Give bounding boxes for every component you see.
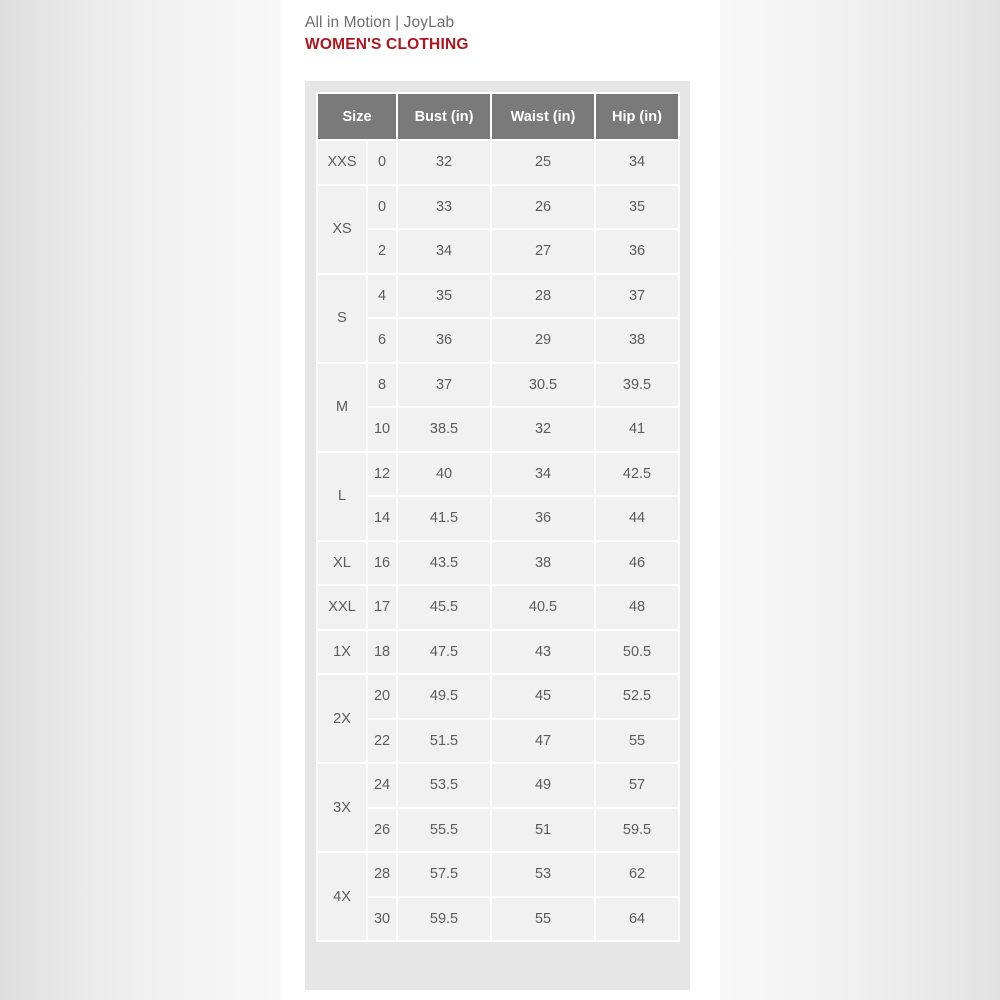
table-row [317, 585, 679, 630]
hip-cell: 46 [595, 541, 679, 586]
size-label-cell: 1X [317, 630, 367, 675]
hip-cell: 57 [595, 763, 679, 808]
waist-cell: 32 [491, 407, 595, 452]
numeric-size-cell: 8 [367, 363, 397, 408]
table-row [317, 363, 679, 408]
numeric-size-cell: 2 [367, 229, 397, 274]
size-chart-body [317, 140, 679, 941]
size-label-cell: S [317, 274, 367, 363]
waist-cell: 55 [491, 897, 595, 942]
header-waist: Waist (in) [491, 93, 595, 140]
header-hip: Hip (in) [595, 93, 679, 140]
waist-cell: 36 [491, 496, 595, 541]
table-row [317, 452, 679, 497]
numeric-size-cell: 10 [367, 407, 397, 452]
bust-cell: 57.5 [397, 852, 491, 897]
bust-cell: 37 [397, 363, 491, 408]
bust-cell: 41.5 [397, 496, 491, 541]
waist-cell: 28 [491, 274, 595, 319]
bust-cell: 55.5 [397, 808, 491, 853]
waist-cell: 30.5 [491, 363, 595, 408]
numeric-size-cell: 17 [367, 585, 397, 630]
numeric-size-cell: 20 [367, 674, 397, 719]
waist-cell: 51 [491, 808, 595, 853]
waist-cell: 43 [491, 630, 595, 675]
waist-cell: 29 [491, 318, 595, 363]
hip-cell: 38 [595, 318, 679, 363]
size-label-cell: XXS [317, 140, 367, 185]
waist-cell: 38 [491, 541, 595, 586]
table-row [317, 852, 679, 897]
bust-cell: 53.5 [397, 763, 491, 808]
hip-cell: 41 [595, 407, 679, 452]
hip-cell: 35 [595, 185, 679, 230]
waist-cell: 45 [491, 674, 595, 719]
hip-cell: 48 [595, 585, 679, 630]
waist-cell: 34 [491, 452, 595, 497]
bust-cell: 36 [397, 318, 491, 363]
size-chart-table [316, 92, 680, 942]
bust-cell: 34 [397, 229, 491, 274]
waist-cell: 26 [491, 185, 595, 230]
numeric-size-cell: 6 [367, 318, 397, 363]
bust-cell: 45.5 [397, 585, 491, 630]
table-row [317, 185, 679, 230]
numeric-size-cell: 30 [367, 897, 397, 942]
numeric-size-cell: 22 [367, 719, 397, 764]
table-row [317, 407, 679, 452]
table-row [317, 897, 679, 942]
numeric-size-cell: 26 [367, 808, 397, 853]
table-row [317, 274, 679, 319]
hip-cell: 44 [595, 496, 679, 541]
numeric-size-cell: 0 [367, 185, 397, 230]
size-label-cell: XXL [317, 585, 367, 630]
table-row [317, 763, 679, 808]
table-row [317, 318, 679, 363]
bust-cell: 33 [397, 185, 491, 230]
header-bust: Bust (in) [397, 93, 491, 140]
header-row [317, 93, 679, 140]
size-label-cell: L [317, 452, 367, 541]
hip-cell: 52.5 [595, 674, 679, 719]
waist-cell: 27 [491, 229, 595, 274]
table-row [317, 541, 679, 586]
numeric-size-cell: 16 [367, 541, 397, 586]
waist-cell: 49 [491, 763, 595, 808]
size-label-cell: 2X [317, 674, 367, 763]
bust-cell: 40 [397, 452, 491, 497]
table-row [317, 496, 679, 541]
bust-cell: 32 [397, 140, 491, 185]
size-label-cell: XS [317, 185, 367, 274]
table-row [317, 719, 679, 764]
waist-cell: 47 [491, 719, 595, 764]
bust-cell: 49.5 [397, 674, 491, 719]
section-title: WOMEN'S CLOTHING [305, 36, 469, 53]
hip-cell: 34 [595, 140, 679, 185]
numeric-size-cell: 24 [367, 763, 397, 808]
numeric-size-cell: 28 [367, 852, 397, 897]
table-row [317, 630, 679, 675]
size-label-cell: M [317, 363, 367, 452]
numeric-size-cell: 4 [367, 274, 397, 319]
numeric-size-cell: 18 [367, 630, 397, 675]
table-row [317, 808, 679, 853]
brand-line: All in Motion | JoyLab [305, 14, 455, 31]
size-label-cell: 3X [317, 763, 367, 852]
bust-cell: 35 [397, 274, 491, 319]
numeric-size-cell: 14 [367, 496, 397, 541]
hip-cell: 59.5 [595, 808, 679, 853]
hip-cell: 37 [595, 274, 679, 319]
numeric-size-cell: 12 [367, 452, 397, 497]
table-row [317, 140, 679, 185]
numeric-size-cell: 0 [367, 140, 397, 185]
hip-cell: 64 [595, 897, 679, 942]
bust-cell: 47.5 [397, 630, 491, 675]
hip-cell: 42.5 [595, 452, 679, 497]
waist-cell: 40.5 [491, 585, 595, 630]
hip-cell: 55 [595, 719, 679, 764]
bust-cell: 38.5 [397, 407, 491, 452]
hip-cell: 50.5 [595, 630, 679, 675]
bust-cell: 51.5 [397, 719, 491, 764]
waist-cell: 25 [491, 140, 595, 185]
hip-cell: 39.5 [595, 363, 679, 408]
size-label-cell: XL [317, 541, 367, 586]
table-row [317, 674, 679, 719]
header-size: Size [317, 93, 397, 140]
table-row [317, 229, 679, 274]
bust-cell: 59.5 [397, 897, 491, 942]
hip-cell: 36 [595, 229, 679, 274]
hip-cell: 62 [595, 852, 679, 897]
bust-cell: 43.5 [397, 541, 491, 586]
size-label-cell: 4X [317, 852, 367, 941]
waist-cell: 53 [491, 852, 595, 897]
